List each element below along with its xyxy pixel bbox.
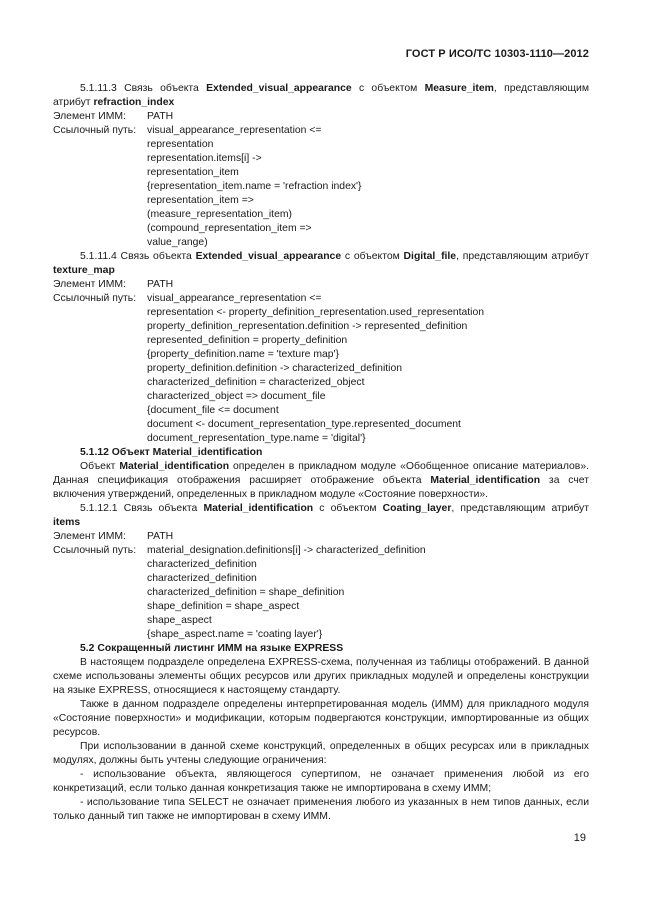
paragraph: При использовании в данной схеме конструкций, определенных в общих ресурсах или в прикладных модулях, должны быть учтены следующие ограничения: xyxy=(53,741,589,766)
section-heading-5-1-12: 5.1.12 Объект Material_identification xyxy=(80,447,263,458)
path-line: {shape_aspect.name = 'coating layer'} xyxy=(147,629,323,640)
paragraph xyxy=(53,460,589,502)
list-item: - использование объекта, являющегося супертипом, не означает применения любой из его конкретизаций, если только данная конкретизация также не импортирована в схему ИММ; xyxy=(53,769,589,794)
clause-text: с объектом xyxy=(351,83,425,94)
attribute-name: refraction_index xyxy=(93,97,175,108)
path-line: document_representation_type.name = 'digital'} xyxy=(147,433,366,444)
entity-name: Extended_visual_appearance xyxy=(195,251,342,262)
path-line: shape_definition = shape_aspect xyxy=(147,601,300,612)
clause-number: 5.1.11.3 Связь объекта xyxy=(80,83,207,94)
mim-element-row xyxy=(53,530,589,544)
mim-element-row xyxy=(53,278,589,292)
paragraph-text: за счет включения утверждений, определенных в прикладном модуле «Состояние поверхности». xyxy=(53,475,589,500)
entity-name: Material_identification xyxy=(119,461,230,472)
mim-element-value: PATH xyxy=(147,531,174,542)
path-line: property_definition_representation.definition -> represented_definition xyxy=(147,321,468,332)
clause-text: с объектом xyxy=(313,503,383,514)
path-line: characterized_definition xyxy=(147,559,257,570)
reference-path-row xyxy=(53,544,589,558)
reference-path-row xyxy=(53,124,589,138)
path-line: {representation_item.name = 'refraction index'} xyxy=(147,181,362,192)
path-line: characterized_definition = shape_definition xyxy=(147,587,345,598)
clause-5-1-11-3 xyxy=(53,82,589,110)
path-line: (compound_representation_item => xyxy=(147,223,312,234)
path-line: representation <- property_definition_representation.used_representation xyxy=(147,307,485,318)
list-item: - использование типа SELECT не означает применения любого из указанных в нем типов данных, если только данный тип также не импортирован в схему ИММ. xyxy=(53,797,589,822)
entity-name: Material_identification xyxy=(430,475,541,486)
clause-text: , представляющим атрибут xyxy=(451,503,590,514)
mim-element-label: Элемент ИММ: xyxy=(53,111,126,122)
path-line: material_designation.definitions[i] -> characterized_definition xyxy=(147,545,426,556)
path-line: representation_item => xyxy=(147,195,254,206)
entity-name: Measure_item xyxy=(424,83,494,94)
path-line: {property_definition.name = 'texture map'} xyxy=(147,349,339,360)
page-number: 19 xyxy=(573,832,586,844)
path-line: representation xyxy=(147,139,214,150)
clause-number: 5.1.11.4 Связь объекта xyxy=(80,251,196,262)
path-line: characterized_definition xyxy=(147,573,257,584)
path-line: characterized_definition = characterized_object xyxy=(147,377,365,388)
paragraph-text: Объект xyxy=(80,461,120,472)
mim-element-value: PATH xyxy=(147,111,174,122)
section-heading-5-2: 5.2 Сокращенный листинг ИММ на языке EXPRESS xyxy=(80,643,344,654)
entity-name: Extended_visual_appearance xyxy=(206,83,352,94)
path-line: shape_aspect xyxy=(147,615,212,626)
reference-path-label: Ссылочный путь: xyxy=(53,125,137,136)
clause-text: , представляющим атрибут xyxy=(456,251,589,262)
path-line: visual_appearance_representation <= xyxy=(147,293,322,304)
document-body xyxy=(53,82,589,824)
clause-text: , представляющим атрибут xyxy=(53,83,589,108)
path-line: representation.items[i] -> xyxy=(147,153,262,164)
path-line: document <- document_representation_type.represented_document xyxy=(147,419,461,430)
entity-name: Material_identification xyxy=(203,503,314,514)
attribute-name: items xyxy=(53,517,81,528)
clause-5-1-12-1 xyxy=(53,502,589,530)
mim-element-value: PATH xyxy=(147,279,174,290)
mim-element-label: Элемент ИММ: xyxy=(53,531,126,542)
paragraph-text: определен в прикладном модуле «Обобщенное описание материалов». Данная спецификация отображения расширяет отображение объекта xyxy=(53,461,589,486)
clause-number: 5.1.12.1 Связь объекта xyxy=(80,503,204,514)
path-line: representation_item xyxy=(147,167,239,178)
clause-5-1-11-4 xyxy=(53,250,589,278)
clause-text: с объектом xyxy=(341,251,404,262)
reference-path-label: Ссылочный путь: xyxy=(53,545,137,556)
entity-name: Digital_file xyxy=(403,251,457,262)
path-line: characterized_object => document_file xyxy=(147,391,326,402)
path-line: value_range) xyxy=(147,237,208,248)
path-line: represented_definition = property_definition xyxy=(147,335,348,346)
path-line: property_definition.definition -> characterized_definition xyxy=(147,363,403,374)
path-line: {document_file <= document xyxy=(147,405,279,416)
paragraph: В настоящем подразделе определена EXPRESS-схема, полученная из таблицы отображений. В данной схеме использованы элементы общих ресурсов или других прикладных модулей и определены конструкции на языке EXPRESS, относящиеся к настоящему стандарту. xyxy=(53,657,589,696)
mim-element-label: Элемент ИММ: xyxy=(53,279,126,290)
reference-path-label: Ссылочный путь: xyxy=(53,293,137,304)
paragraph: Также в данном подразделе определены интерпретированная модель (ИММ) для прикладного модуля «Состояние поверхности» и модификации, которым подвергаются конструкции, импортированные из общих ресурсов. xyxy=(53,699,589,738)
entity-name: Coating_layer xyxy=(382,503,452,514)
mim-element-row xyxy=(53,110,589,124)
path-line: (measure_representation_item) xyxy=(147,209,292,220)
reference-path-row xyxy=(53,292,589,306)
path-line: visual_appearance_representation <= xyxy=(147,125,322,136)
attribute-name: texture_map xyxy=(53,265,115,276)
standard-header: ГОСТ Р ИСО/ТС 10303-1110—2012 xyxy=(405,48,589,60)
